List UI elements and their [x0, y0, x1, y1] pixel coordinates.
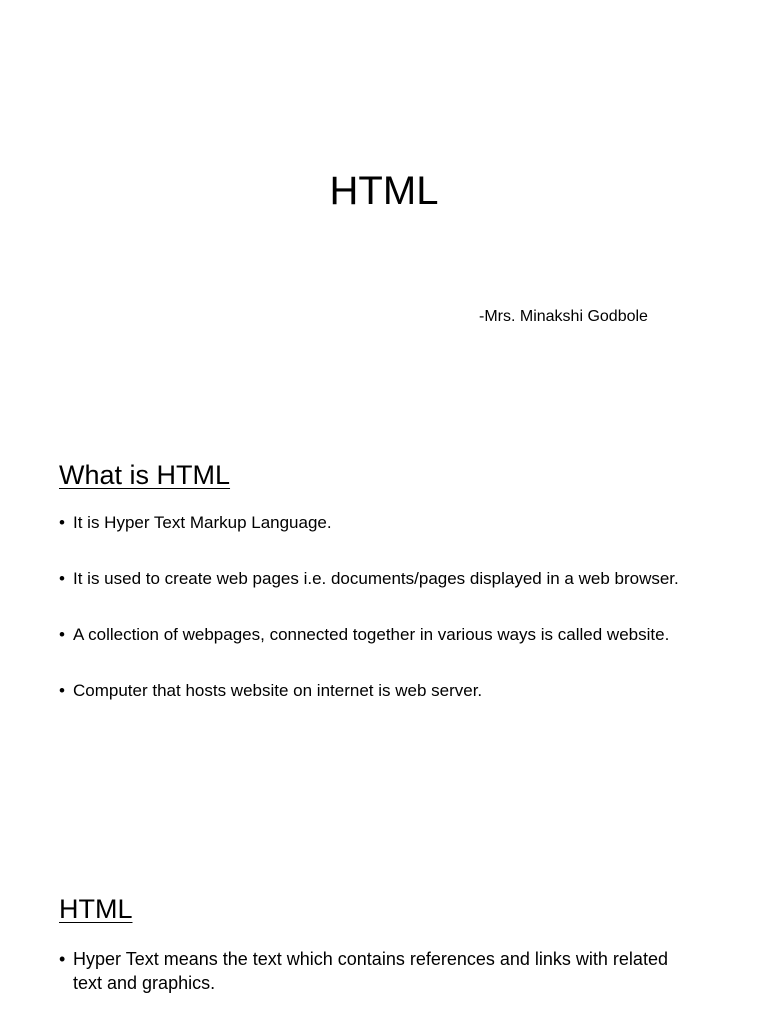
page-title: HTML: [329, 169, 439, 213]
bullet-list: [59, 513, 699, 737]
bullet-item: • Computer that hosts website on internet is web server.: [59, 681, 699, 701]
slide-what-is-html: [0, 455, 768, 775]
slide-heading: HTML: [59, 894, 133, 924]
bullet-item: • It is used to create web pages i.e. documents/pages displayed in a web browser.: [59, 569, 699, 589]
title-slide: [0, 0, 768, 430]
bullet-item: • Hyper Text means the text which contains references and links with related text and graphics.: [59, 947, 699, 995]
bullet-list: [59, 947, 699, 995]
author-line: -Mrs. Minakshi Godbole: [479, 308, 648, 325]
bullet-item: • It is Hyper Text Markup Language.: [59, 513, 699, 533]
bullet-item: • A collection of webpages, connected together in various ways is called website.: [59, 625, 699, 645]
slide-html: [0, 890, 768, 1024]
slide-heading: What is HTML: [59, 460, 231, 490]
